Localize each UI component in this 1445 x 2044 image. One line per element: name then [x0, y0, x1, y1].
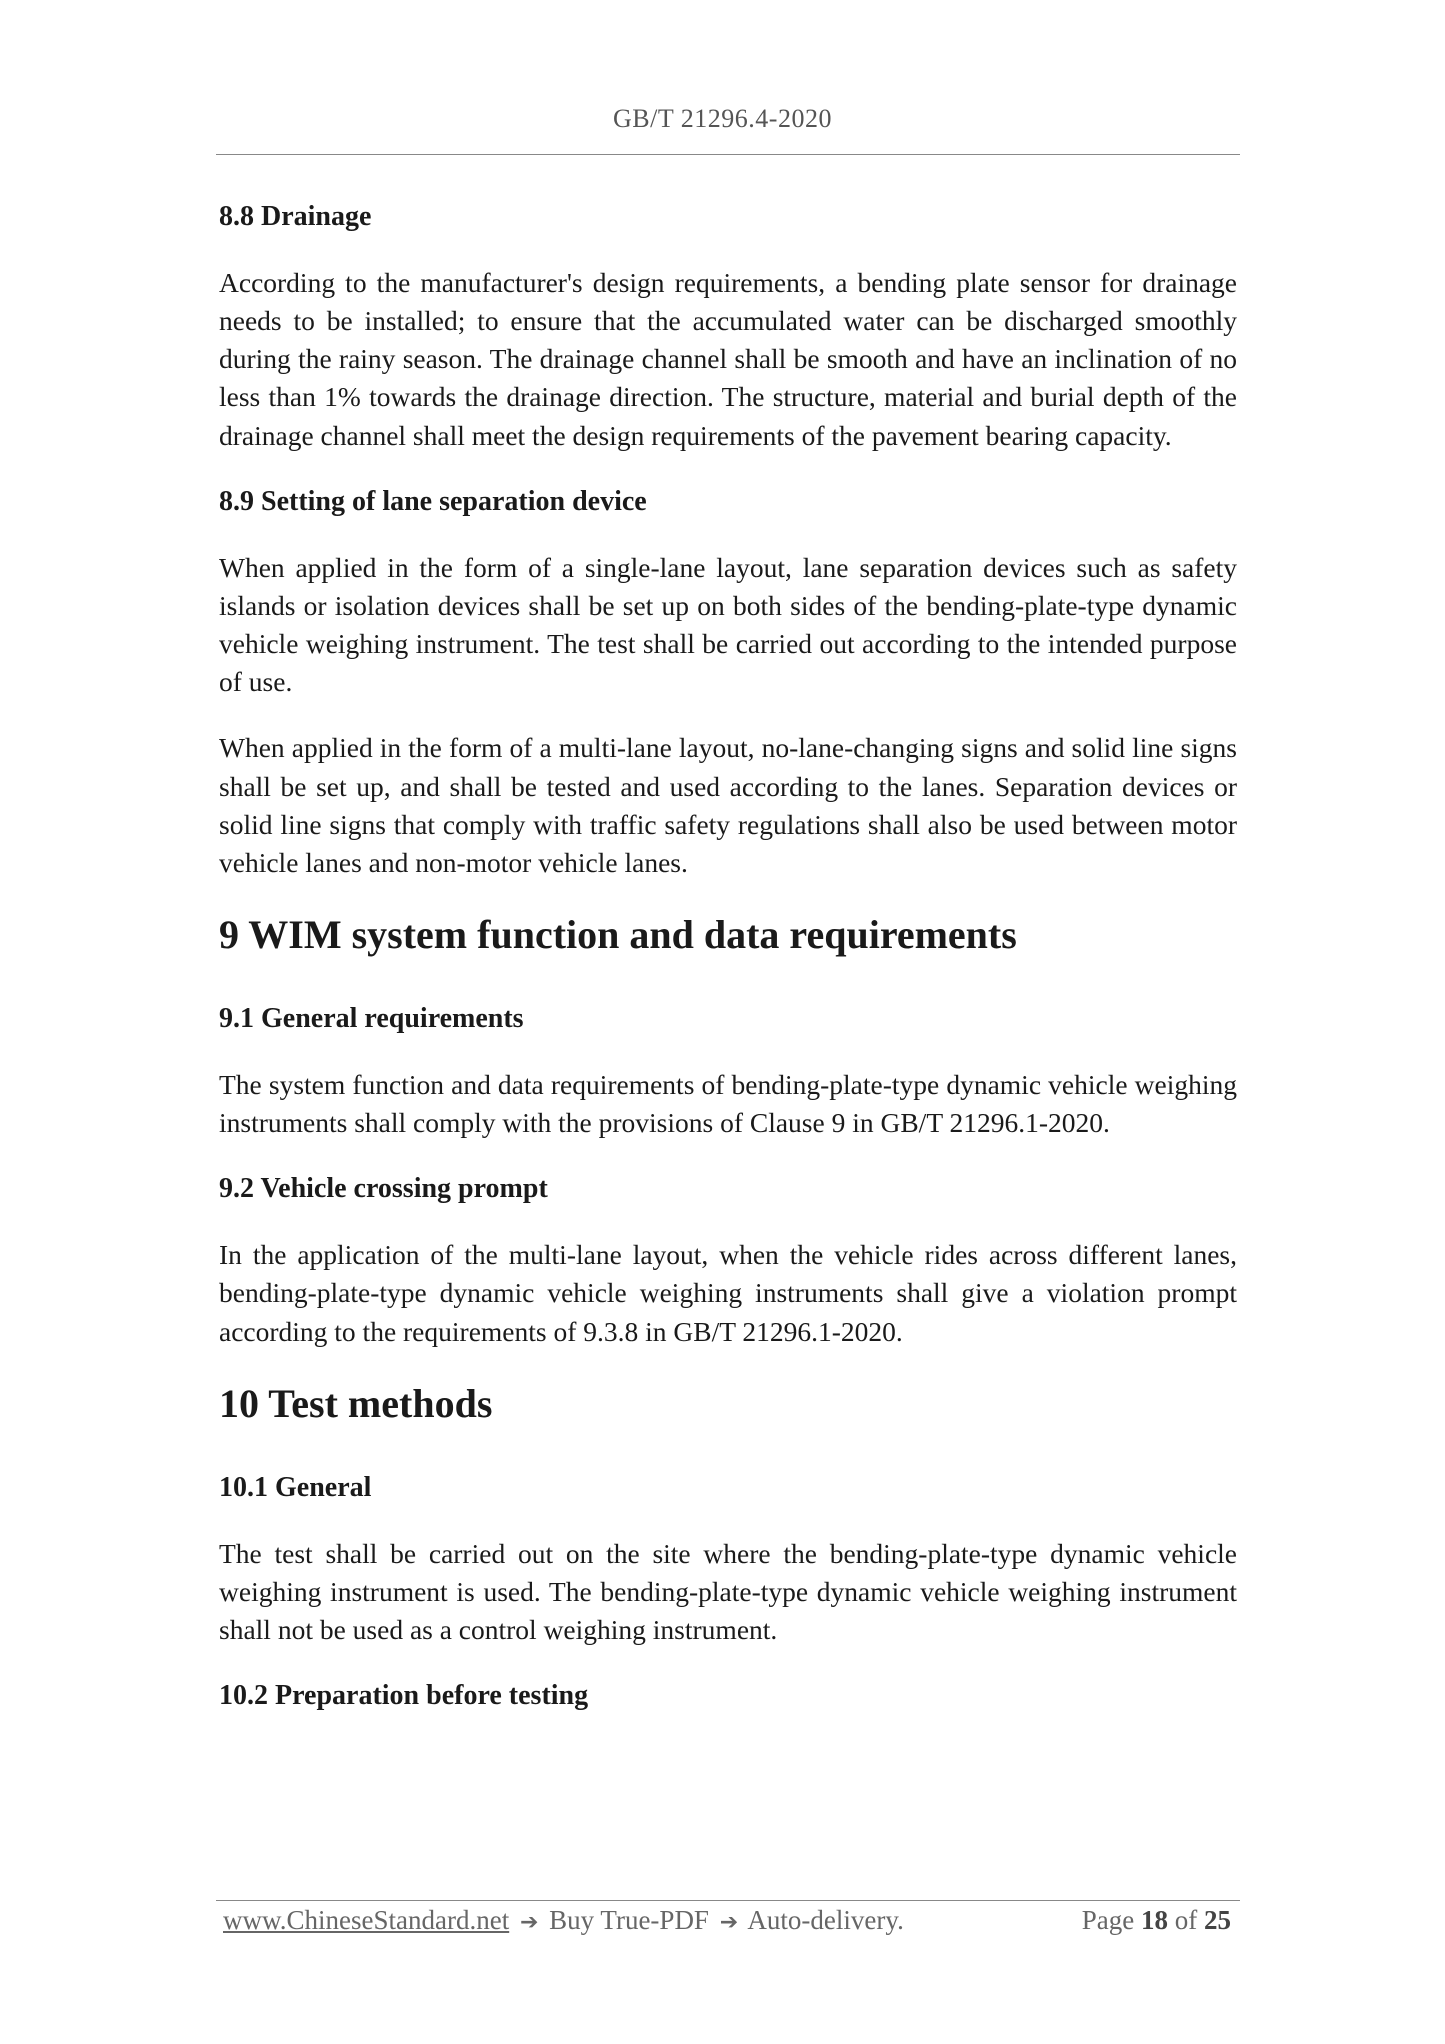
heading-8-8: 8.8 Drainage [219, 201, 372, 232]
document-body [219, 198, 1237, 1715]
paragraph-10-1: The test shall be carried out on the site where the bending-plate-type dynamic vehicle weighing instrument is used. The bending-plate-type dynamic vehicle weighing instrument shall not be used as a control weighing instrument. [219, 1537, 1237, 1646]
heading-10-1: 10.1 General [219, 1471, 372, 1503]
footer [219, 1905, 1237, 1941]
auto-delivery-text: Auto-delivery. [747, 1905, 904, 1935]
arrow-right-icon: ➔ [719, 1910, 739, 1935]
of-label: of [1174, 1905, 1198, 1935]
page-label: Page [1081, 1905, 1135, 1935]
heading-10: 10 Test methods [219, 1380, 493, 1426]
buy-text: Buy True-PDF [549, 1905, 709, 1935]
heading-10-2: 10.2 Preparation before testing [219, 1680, 589, 1712]
heading-8-9: 8.9 Setting of lane separation device [219, 485, 647, 517]
header-doc-id: GB/T 21296.4-2020 [613, 104, 832, 133]
page-total: 25 [1204, 1905, 1231, 1935]
heading-9-1: 9.1 General requirements [219, 1003, 524, 1035]
footer-left [223, 1905, 904, 1936]
paragraph-8-8: According to the manufacturer's design requirements, a bending plate sensor for drainage needs to be installed; to ensure that the accumulated water can be discharged smoothly during the rainy season. The drainage channel shall be smooth and have an inclination of no less than 1% towards the drainage direction. The structure, material and burial depth of the drainage channel shall meet the design requirements of the pavement bearing capacity. [219, 266, 1237, 451]
header-rule [216, 154, 1240, 155]
paragraph-9-2: In the application of the multi-lane layout, when the vehicle rides across different lanes, bending-plate-type dynamic vehicle weighing instruments shall give a violation prompt according to the requirements of 9.3.8 in GB/T 21296.1-2020. [219, 1239, 1237, 1347]
footer-rule [216, 1900, 1240, 1901]
paragraph-8-9-b: When applied in the form of a multi-lane layout, no-lane-changing signs and solid line signs shall be set up, and shall be tested and used according to the lanes. Separation devices or solid line signs that comply with traffic safety regulations shall also be used between motor vehicle lanes and non-motor vehicle lanes. [219, 732, 1237, 879]
website-link[interactable]: www.ChineseStandard.net [223, 1905, 510, 1935]
paragraph-9-1: The system function and data requirements of bending-plate-type dynamic vehicle weighing instruments shall comply with the provisions of Clause 9 in GB/T 21296.1-2020. [219, 1069, 1237, 1139]
arrow-right-icon: ➔ [519, 1910, 539, 1935]
page-indicator [1082, 1905, 1231, 1936]
heading-9-2: 9.2 Vehicle crossing prompt [219, 1173, 548, 1205]
page-number: 18 [1141, 1905, 1168, 1935]
paragraph-8-9-a: When applied in the form of a single-lane layout, lane separation devices such as safety islands or isolation devices shall be set up on both sides of the bending-plate-type dynamic vehicle weighing instrument. The test shall be carried out according to the intended purpose of use. [219, 551, 1237, 698]
heading-9: 9 WIM system function and data requirements [219, 912, 1017, 958]
